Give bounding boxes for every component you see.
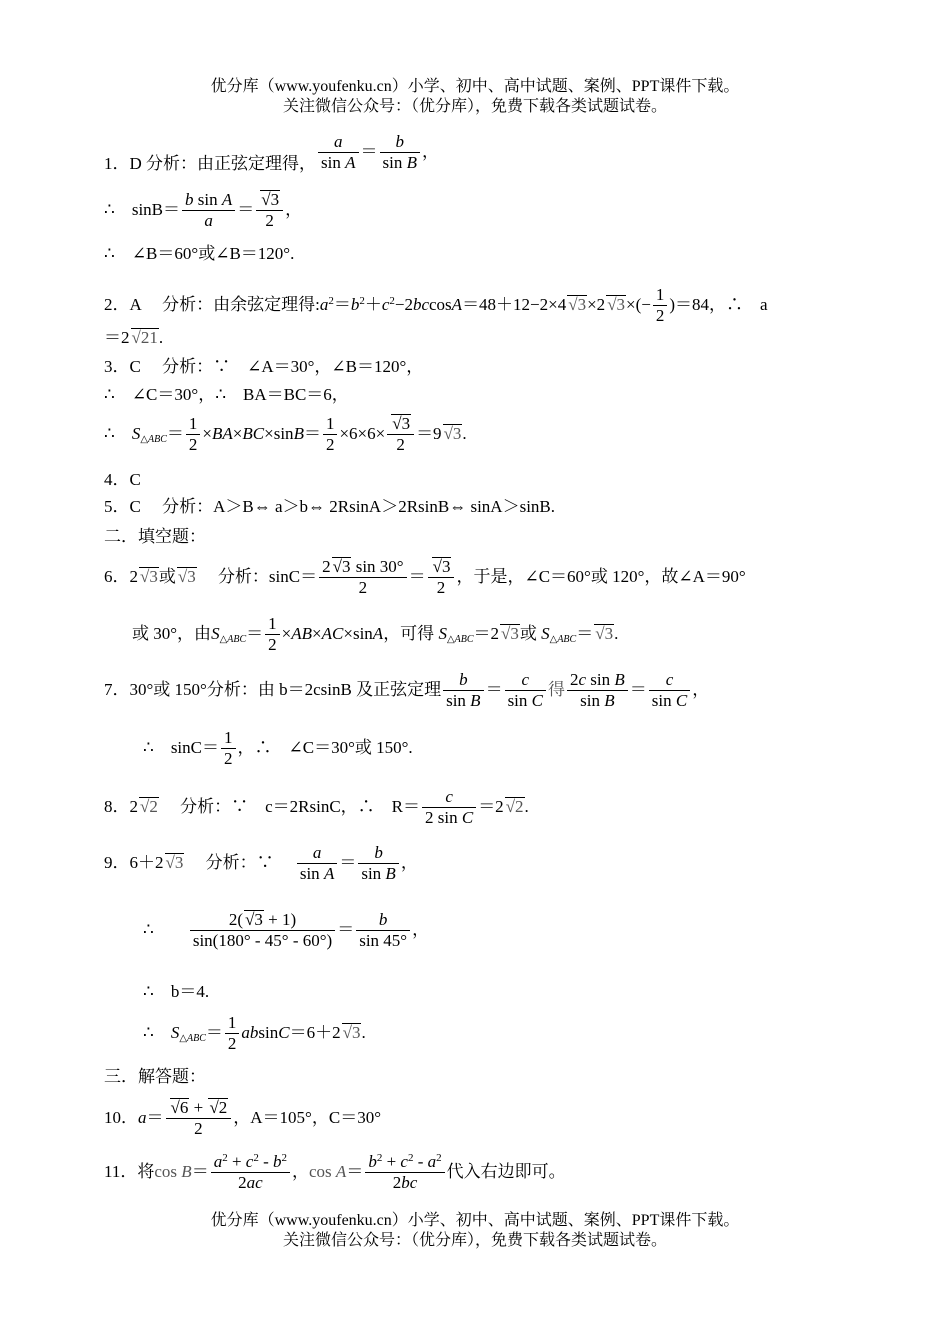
answer-7-line-2: ∴ sinC＝ $\frac{1}{2}$ ，∴ ∠C＝30°或 150°. <box>143 728 413 769</box>
answer-3: 3．C 分析：∵ ∠A＝30°，∠B＝120°， <box>104 357 424 376</box>
header-line-2: 关注微信公众号：（优分库），免费下载各类试题试卷。 <box>282 98 667 115</box>
header-line-1: 优分库（www.youfenku.cn）小学、初中、高中试题、案例、PPT课件下载。 <box>210 78 740 95</box>
answer-6: 6．2√ 3或√ 3 分析：sinC＝ $\frac{2√ 3 \sin 30^\circ}{2}$ ＝ √ $\frac{3}{2}$ ，于是，∠C＝60°或 120°，故∠A＝90° <box>104 557 746 599</box>
answer-6-line-2: 或 30°，由$S_{\triangle ABC}=$ $\frac{1}{2}$ ×AB×AC×sinA，可得 $S_{\triangle ABC}=2√$ 3或 $S_{\triangle ABC}=√$ 3. <box>132 614 618 656</box>
answer-10: 10．a＝ √ $\frac{6 + √ 2}{2}$ ，A＝105°，C＝30° <box>104 1098 381 1140</box>
answer-3-area: ∴ $S_{\triangle ABC}=$ $\frac{1}{2}$ ×BA×BC×sinB＝ $\frac{1}{2}$ ×6×6× √ $\frac{3}{2}$ ＝9√ 3. <box>104 414 467 456</box>
answer-1: 1．D 分析：由正弦定理得， $\frac{a}{\text{sin A}}$ ＝ $\frac{b}{\text{sin B}}$ ， <box>104 132 439 173</box>
answer-1-sinb: ∴ sinB＝ $\frac{\text{b sin A}}{a}$ ＝ √ $\frac{3}{2}$ ， <box>104 190 302 232</box>
answer-2-result: ＝2√ 21. <box>104 328 163 347</box>
answer-8: 8．2√ 2 分析：∵ c＝2RsinC，∴ R＝ $\frac{c}{\text{2 sin C}}$ ＝2√ 2. <box>104 787 529 829</box>
footer-line-1: 优分库（www.youfenku.cn）小学、初中、高中试题、案例、PPT课件下载。 <box>210 1212 740 1229</box>
answer-9-area: ∴ $S_{\triangle ABC}=$ $\frac{1}{2}$ absinC＝6＋2√ 3. <box>143 1013 366 1055</box>
answer-9-b: ∴ b＝4. <box>143 982 210 1001</box>
answer-7: 7．30°或 150°分析：由 b＝2csinB 及正弦定理 $\frac{b}{\text{sin B}}$ ＝ $\frac{c}{\text{sin C}}$ 得 $\frac{\text{2c sin B}}{\text{sin B}}$ ＝ $\frac{c}{\text{sin C}}$ ， <box>104 670 710 711</box>
answer-9: 9．6＋2√ 3 分析：∵ $\frac{a}{\text{sin A}}$ ＝ $\frac{b}{\text{sin B}}$ ， <box>104 843 418 885</box>
section-3-title: 三．解答题： <box>104 1067 206 1086</box>
answer-9-line-2: ∴ $\frac{2(√ 3 + 1)}{\sin(180^\circ - 45^\circ - 60^\circ)}$ ＝ $\frac{b}{\sin 45^\circ}$ ， <box>143 910 429 952</box>
answer-1-result: ∴ ∠B＝60°或∠B＝120°. <box>104 244 295 263</box>
answer-3-line-2: ∴ ∠C＝30°，∴ BA＝BC＝6， <box>104 385 349 404</box>
section-2-title: 二．填空题： <box>104 527 206 546</box>
footer-line-2: 关注微信公众号：（优分库），免费下载各类试题试卷。 <box>282 1232 667 1249</box>
answer-4: 4．C <box>104 470 141 489</box>
answer-11: 11．将cos B＝ $\frac{a^2 + c^2 - b^2}{2ac}$ ，cos A＝ $\frac{b^2 + c^2 - a^2}{2bc}$ 代入右边即可。 <box>104 1152 566 1193</box>
answer-5: 5．C 分析：A＞B⇔ a＞b⇔ 2RsinA＞2RsinB⇔ sinA＞sinB. <box>104 497 556 516</box>
answer-2: 2．A 分析：由余弦定理得$:a^2=b^2+c^2-2bccosA=48+12-2\times 4√$ 3×2√ 3×(− $\frac{1}{2}$ )＝84，∴ a <box>104 285 768 327</box>
